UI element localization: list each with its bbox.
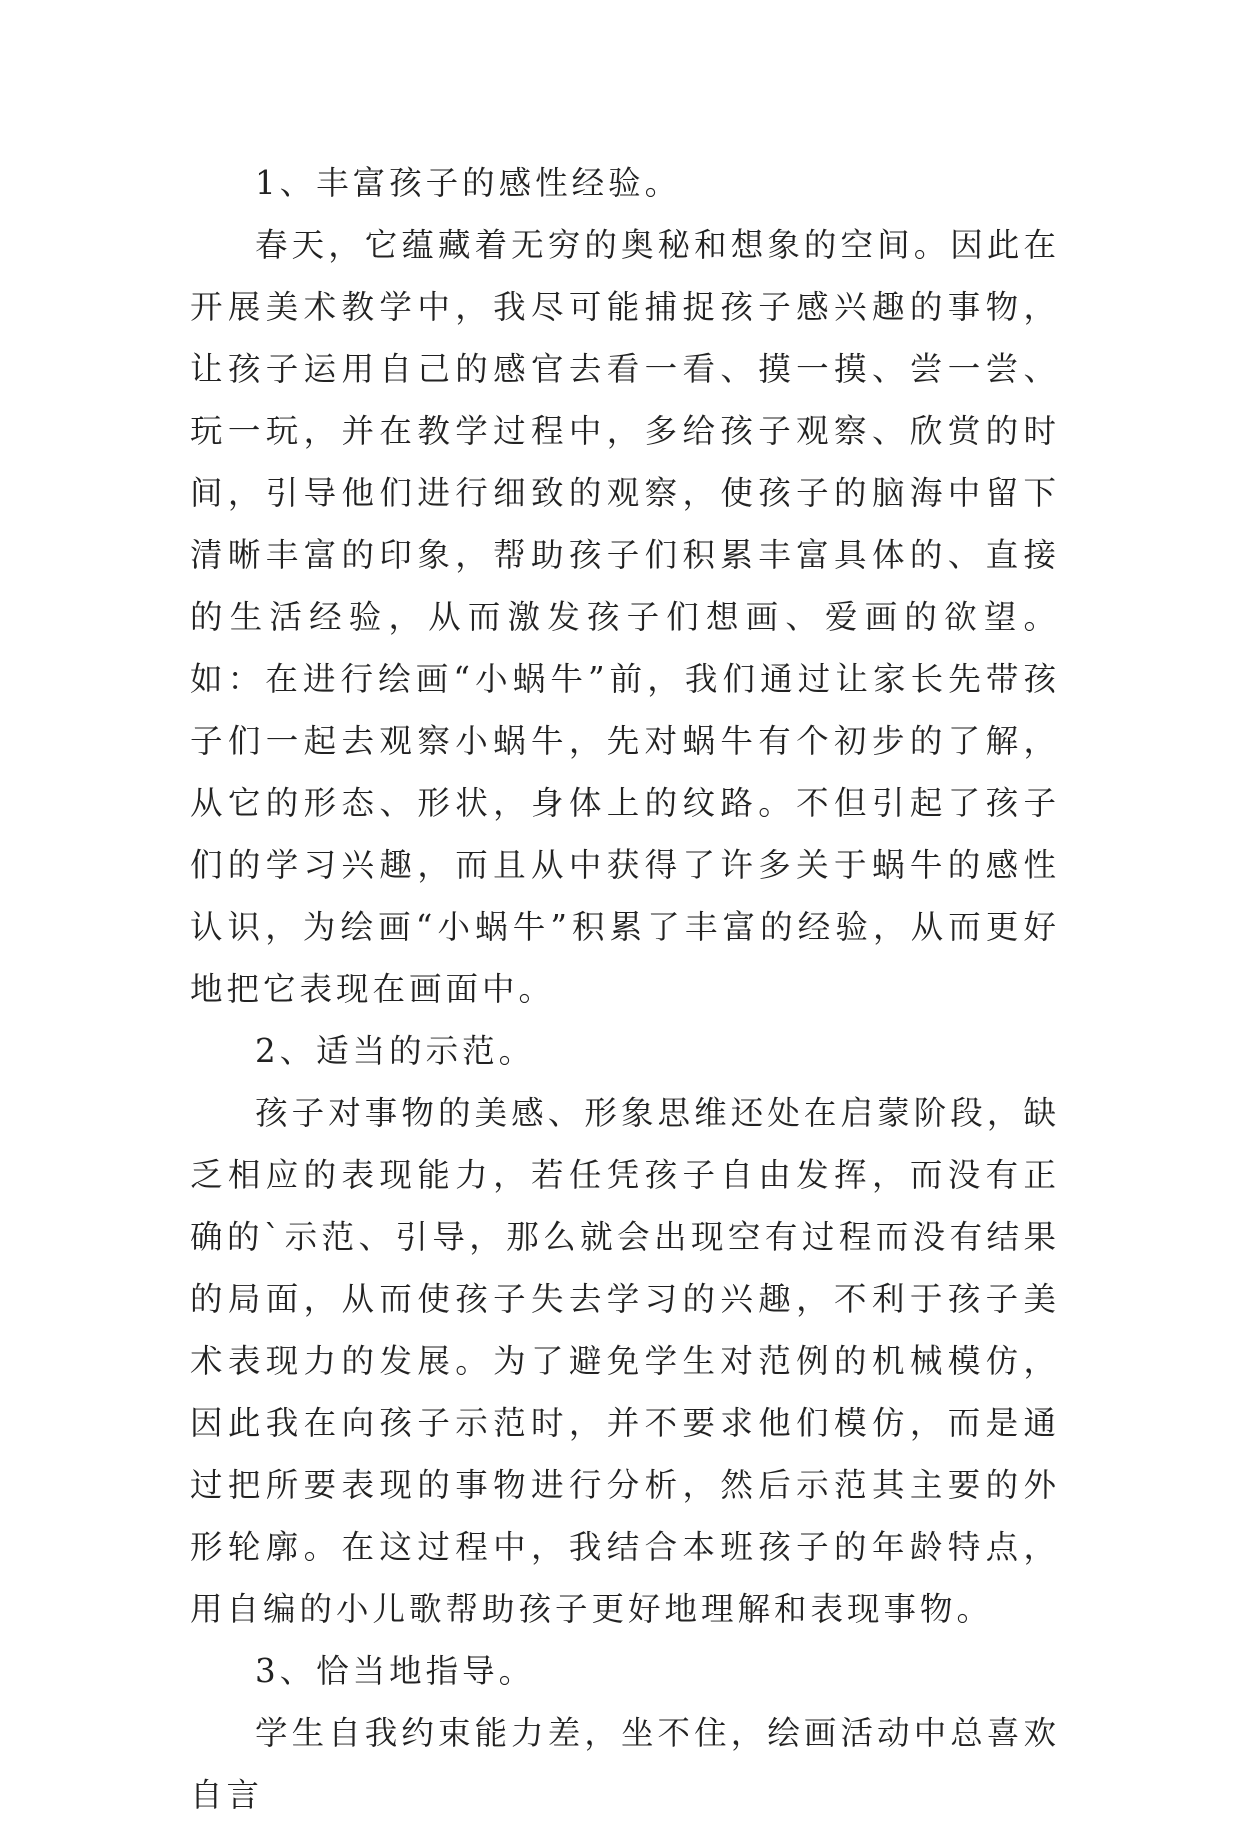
body-paragraph-1: 春天，它蕴藏着无穷的奥秘和想象的空间。因此在开展美术教学中，我尽可能捕捉孩子感兴趣的事物，让孩子运用自己的感官去看一看、摸一摸、尝一尝、玩一玩，并在教学过程中，多给孩子观察、欣赏的时间，引导他们进行细致的观察，使孩子的脑海中留下清晰丰富的印象，帮助孩子们积累丰富具体的、直接的生活经验，从而激发孩子们想画、爱画的欲望。如：在进行绘画“小蜗牛”前，我们通过让家长先带孩子们一起去观察小蜗牛，先对蜗牛有个初步的了解，从它的形态、形状，身体上的纹路。不但引起了孩子们的学习兴趣，而且从中获得了许多关于蜗牛的感性认识，为绘画“小蜗牛”积累了丰富的经验，从而更好地把它表现在画面中。 xyxy=(190,226,1060,1008)
section-heading-1: 1、丰富孩子的感性经验。 xyxy=(255,164,682,202)
body-paragraph-3: 学生自我约束能力差，坐不住，绘画活动中总喜欢自言 xyxy=(190,1714,1060,1814)
section-heading-2: 2、适当的示范。 xyxy=(255,1032,536,1070)
body-paragraph-2: 孩子对事物的美感、形象思维还处在启蒙阶段，缺乏相应的表现能力，若任凭孩子自由发挥，而没有正确的`示范、引导，那么就会出现空有过程而没有结果的局面，从而使孩子失去学习的兴趣，不利于孩子美术表现力的发展。为了避免学生对范例的机械模仿，因此我在向孩子示范时，并不要求他们模仿，而是通过把所要表现的事物进行分析，然后示范其主要的外形轮廓。在这过程中，我结合本班孩子的年龄特点，用自编的小儿歌帮助孩子更好地理解和表现事物。 xyxy=(190,1094,1060,1628)
section-heading-3: 3、恰当地指导。 xyxy=(255,1652,536,1690)
document-body xyxy=(190,152,1060,1826)
